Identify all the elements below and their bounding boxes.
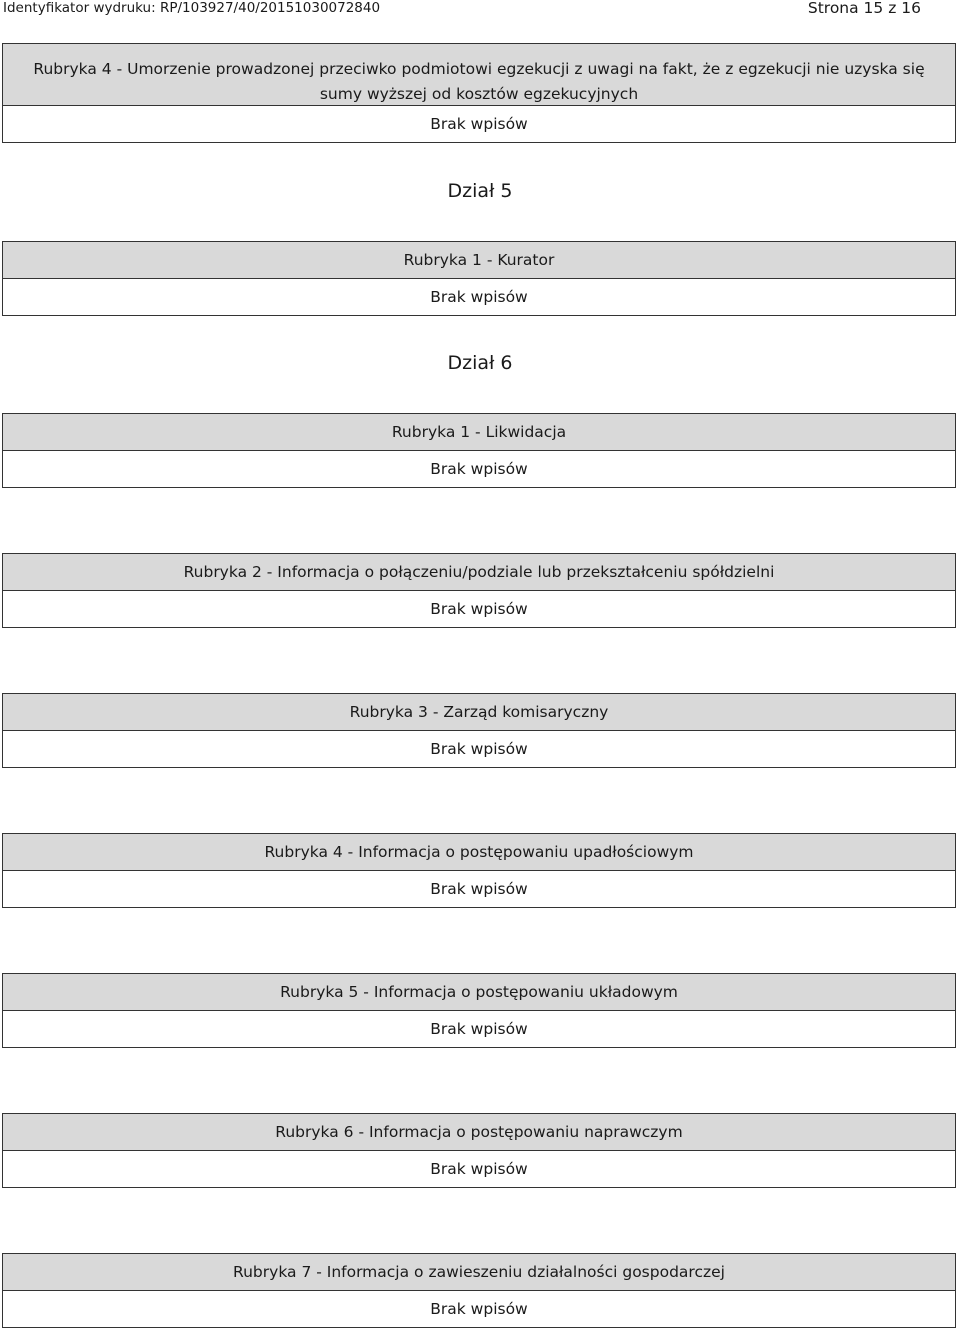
section-dzial6-rubryka-1 <box>2 413 956 488</box>
section-body: Brak wpisów <box>3 591 955 627</box>
section-dzial6-rubryka-6 <box>2 1113 956 1188</box>
page-number: Strona 15 z 16 <box>807 0 921 17</box>
section-dzial6-rubryka-3 <box>2 693 956 768</box>
section-title: Rubryka 2 - Informacja o połączeniu/podziale lub przekształceniu spółdzielni <box>3 554 955 591</box>
section-title: Rubryka 6 - Informacja o postępowaniu naprawczym <box>3 1114 955 1151</box>
section-title: Rubryka 4 - Informacja o postępowaniu upadłościowym <box>3 834 955 871</box>
section-body: Brak wpisów <box>3 1291 955 1327</box>
section-body: Brak wpisów <box>3 106 955 142</box>
dzial-6-heading: Dział 6 <box>447 352 513 374</box>
section-title: Rubryka 5 - Informacja o postępowaniu układowym <box>3 974 955 1011</box>
section-dzial6-rubryka-2 <box>2 553 956 628</box>
section-body: Brak wpisów <box>3 451 955 487</box>
section-title: Rubryka 1 - Kurator <box>3 242 955 279</box>
section-title-line-1: Rubryka 4 - Umorzenie prowadzonej przeciwko podmiotowi egzekucji z uwagi na fakt, że z egzekucji nie uzyska się <box>33 60 925 78</box>
section-dzial6-rubryka-4 <box>2 833 956 908</box>
section-body: Brak wpisów <box>3 871 955 907</box>
dzial-5-heading: Dział 5 <box>447 180 513 202</box>
print-identifier: Identyfikator wydruku: RP/103927/40/20151030072840 <box>3 0 381 16</box>
section-dzial6-rubryka-5 <box>2 973 956 1048</box>
section-title <box>3 44 955 106</box>
section-dzial6-rubryka-7 <box>2 1253 956 1328</box>
section-dzial5-rubryka-1 <box>2 241 956 316</box>
section-title-line-2: sumy wyższej od kosztów egzekucyjnych <box>319 85 639 103</box>
section-title: Rubryka 7 - Informacja o zawieszeniu działalności gospodarczej <box>3 1254 955 1291</box>
print-header <box>0 0 960 20</box>
section-title: Rubryka 1 - Likwidacja <box>3 414 955 451</box>
section-body: Brak wpisów <box>3 1151 955 1187</box>
section-body: Brak wpisów <box>3 731 955 767</box>
section-body: Brak wpisów <box>3 279 955 315</box>
section-title: Rubryka 3 - Zarząd komisaryczny <box>3 694 955 731</box>
section-rubryka-4-umorzenie <box>2 43 956 143</box>
section-body: Brak wpisów <box>3 1011 955 1047</box>
